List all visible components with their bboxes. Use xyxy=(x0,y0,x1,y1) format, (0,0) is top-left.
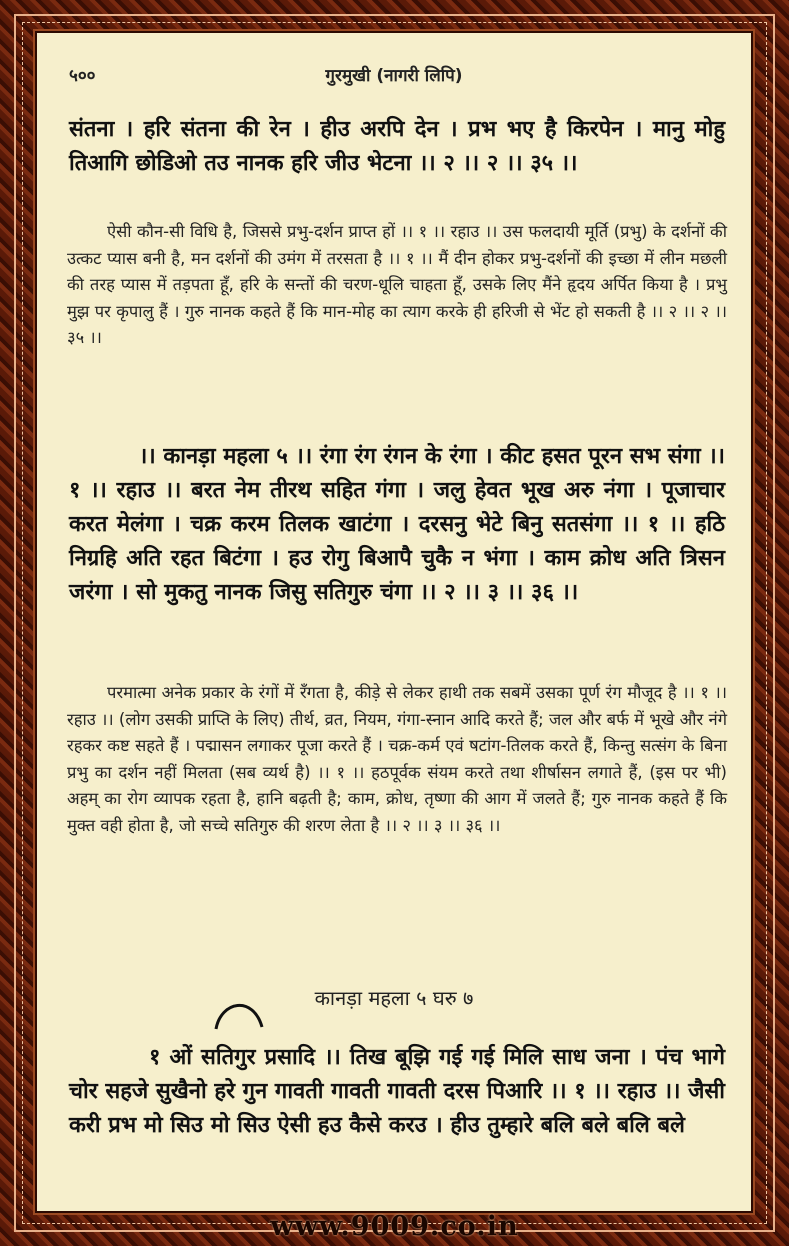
verse-block-3 xyxy=(69,1041,725,1143)
verse-block-1: संतना । हरि संतना की रेन । हीउ अरपि देन । प्रभ भए है किरपेन । मानु मोहु तिआगि छोडिओ तउ नानक हरि जीउ भेटना ।। २ ।। २ ।। ३५ ।। xyxy=(69,117,725,176)
verse-block-2 xyxy=(69,440,725,610)
verse-text-2: ।। कानड़ा महला ५ ।। रंगा रंग रंगन के रंगा । कीट हसत पूरन सभ संगा ।। १ ।। रहाउ ।। बरत नेम तीरथ सहित गंगा । जलु हेवत भूख अरु नंगा । पूजाचार करत मेलंगा । चक्र करम तिलक खाटंगा । दरसनु भेटे बिनु सतसंगा ।। १ ।। हठि निग्रहि अति रहत बिटंगा । हउ रोगु बिआपै चुकै न भंगा । काम क्रोध अति त्रिसन जरंगा । सो मुकतु नानक जिसु सतिगुरु चंगा ।। २ ।। ३ ।। ३६ ।। xyxy=(69,444,725,605)
section-heading: कानड़ा महला ५ घरु ७ xyxy=(314,986,474,1010)
ik-onkar-arc xyxy=(213,997,265,1031)
page-number: ५०० xyxy=(69,66,96,86)
translation-text-2: परमात्मा अनेक प्रकार के रंगों में रँगता है, कीड़े से लेकर हाथी तक सबमें उसका पूर्ण रंग मौजूद है ।। १ ।। रहाउ ।। (लोग उसकी प्राप्ति के लिए) तीर्थ, व्रत, नियम, गंगा-स्नान आदि करते हैं; जल और बर्फ में भूखे और नंगे रहकर कष्ट सहते हैं । पद्मासन लगाकर पूजा करते हैं । चक्र-कर्म एवं षटांग-तिलक करते हैं, किन्तु सत्संग के बिना प्रभु का दर्शन नहीं मिलता (सब व्यर्थ है) ।। १ ।। हठपूर्वक संयम करते तथा शीर्षासन लगाते हैं, (इस पर भी) अहम् का रोग व्यापक रहता है, हानि बढ़ती है; काम, क्रोध, तृष्णा की आग में जलते हैं; गुरु नानक कहते हैं कि मुक्त वही होता है, जो सच्चे सतिगुरु की शरण लेता है ।। २ ।। ३ ।। ३६ ।। xyxy=(67,683,727,835)
page-title: गुरमुखी (नागरी लिपि) xyxy=(325,66,463,86)
website-url[interactable]: www.9009.co.in xyxy=(270,1211,519,1242)
verse-text-3: १ ओं सतिगुर प्रसादि ।। तिख बूझि गई गई मिलि साध जना । पंच भागे चोर सहजे सुखैनो हरे गुन गावती गावती गावती दरस पिआरि ।। १ ।। रहाउ ।। जैसी करी प्रभ मो सिउ मो सिउ ऐसी हउ कैसे करउ । हीउ तुम्हारे बलि बले बलि बले xyxy=(69,1045,725,1138)
translation-text-1: ऐसी कौन-सी विधि है, जिससे प्रभु-दर्शन प्राप्त हों ।। १ ।। रहाउ ।। उस फलदायी मूर्ति (प्रभु) के दर्शनों की उत्कट प्यास बनी है, मन दर्शनों की उमंग में तरसता है ।। १ ।। मैं दीन होकर प्रभु-दर्शनों की इच्छा में लीन मछली की तरह प्यास में तड़पता हूँ, हरि के सन्तों की चरण-धूलि चाहता हूँ, उसके लिए मैंने हृदय अर्पित किया है । प्रभु मुझ पर कृपालु हैं । गुरु नानक कहते हैं कि मान-मोह का त्याग करके ही हरिजी से भेंट हो सकती है ।। २ ।। २ ।। ३५ ।। xyxy=(67,222,727,347)
scripture-page xyxy=(37,33,751,1211)
page-header xyxy=(37,63,751,87)
translation-block-2 xyxy=(67,680,727,839)
footer-banner xyxy=(0,1211,789,1243)
translation-block-1 xyxy=(67,219,727,352)
